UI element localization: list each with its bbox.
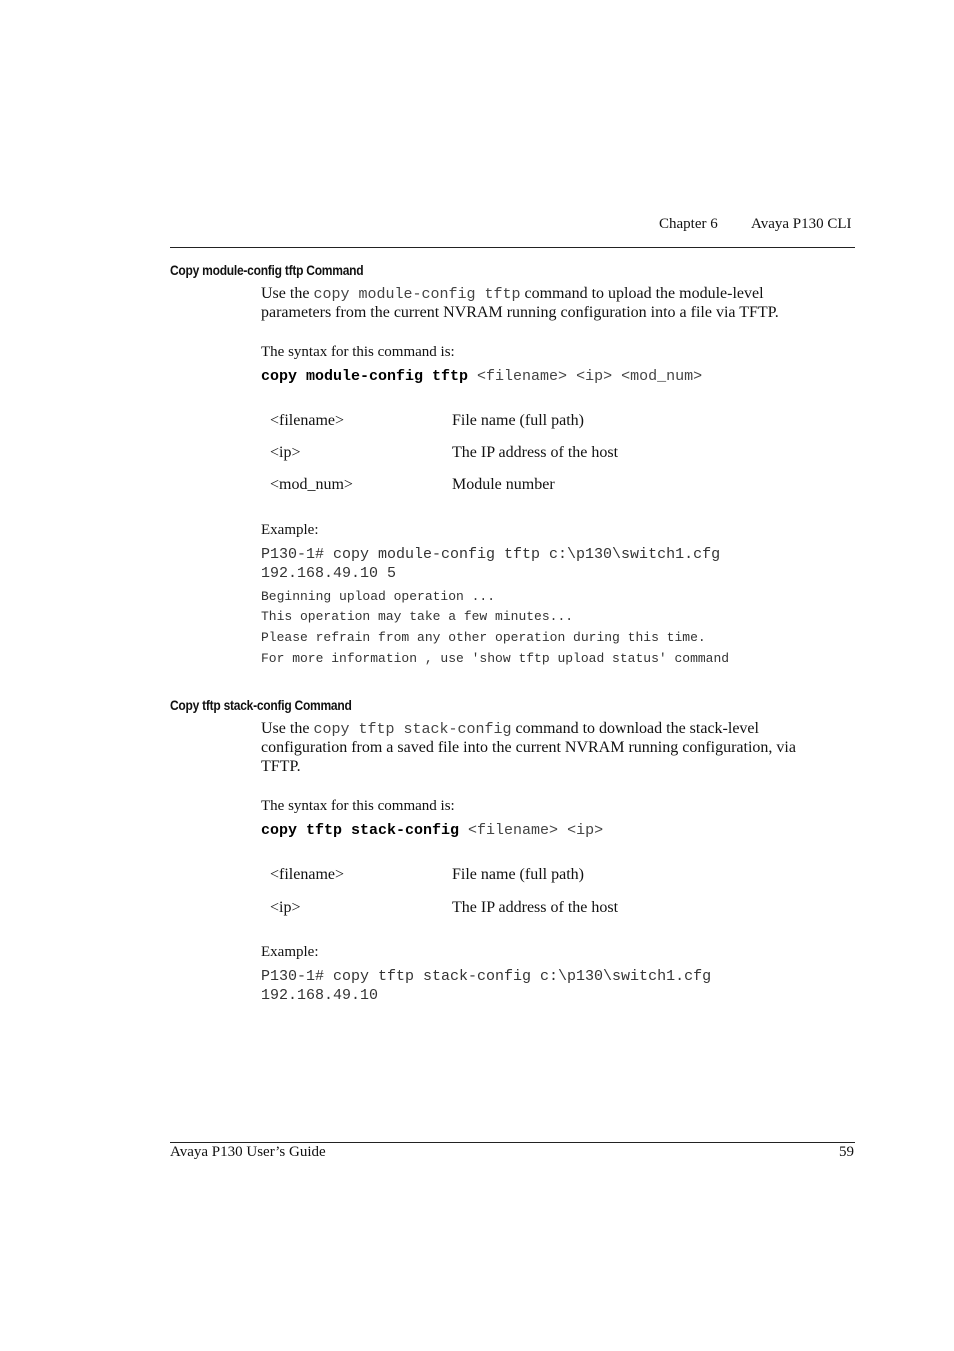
section2-intro-line1 (261, 720, 759, 738)
footer-guide-title: Avaya P130 User’s Guide (170, 1144, 326, 1160)
section2-param-name: <ip> (270, 899, 301, 916)
section2-example-cmd-line2: 192.168.49.10 (261, 987, 379, 1004)
section2-syntax (261, 822, 603, 839)
section1-output-line: For more information , use 'show tftp upload status' command (261, 651, 730, 666)
section2-param-desc: The IP address of the host (452, 899, 619, 916)
header-chapter: Chapter 6 (659, 216, 718, 232)
section1-example-cmd-line2: 192.168.49.10 5 (261, 565, 397, 582)
section2-example-cmd-line1: P130-1# copy tftp stack-config c:\p130\switch1.cfg (261, 968, 712, 985)
section1-intro-line1 (261, 285, 764, 303)
section1-example-cmd-line1: P130-1# copy module-config tftp c:\p130\switch1.cfg (261, 546, 721, 563)
section1-intro-code: copy module-config tftp (313, 286, 521, 303)
section2-intro-line3: TFTP. (261, 758, 301, 775)
section1-param-name: <mod_num> (270, 476, 353, 493)
section1-intro-post: command to upload the module-level (520, 285, 764, 302)
section1-param-desc: Module number (452, 476, 555, 493)
section1-param-name: <filename> (270, 412, 345, 429)
section2-syntax-label: The syntax for this command is: (261, 798, 455, 814)
section1-example-label: Example: (261, 522, 319, 538)
section1-intro-line2: parameters from the current NVRAM running configuration into a file via TFTP. (261, 304, 779, 321)
section2-intro-pre: Use the (261, 720, 314, 737)
section1-param-desc: The IP address of the host (452, 444, 619, 461)
section2-param-name: <filename> (270, 866, 345, 883)
section1-output-line: Beginning upload operation ... (261, 589, 496, 604)
section1-param-desc: File name (full path) (452, 412, 584, 429)
section2-example-label: Example: (261, 944, 319, 960)
section1-syntax-label: The syntax for this command is: (261, 344, 455, 360)
section2-intro-post: command to download the stack-level (511, 720, 759, 737)
section1-syntax (261, 368, 702, 385)
section2-intro-code: copy tftp stack-config (313, 721, 512, 738)
section1-heading: Copy module-config tftp Command (170, 262, 364, 278)
section1-syntax-args: <filename> <ip> <mod_num> (468, 368, 703, 385)
section1-syntax-cmd: copy module-config tftp (261, 368, 469, 385)
section2-param-desc: File name (full path) (452, 866, 584, 883)
section1-param-name: <ip> (270, 444, 301, 461)
section1-output-line: This operation may take a few minutes... (261, 609, 574, 624)
footer-rule (170, 1142, 855, 1143)
header-rule (170, 247, 855, 248)
header-title: Avaya P130 CLI (751, 216, 852, 232)
footer-page-number: 59 (839, 1144, 854, 1160)
section2-heading: Copy tftp stack-config Command (170, 697, 352, 713)
section2-intro-line2: configuration from a saved file into the current NVRAM running configuration, via (261, 739, 796, 756)
section1-output-line: Please refrain from any other operation during this time. (261, 630, 706, 645)
section2-syntax-cmd: copy tftp stack-config (261, 822, 460, 839)
section2-syntax-args: <filename> <ip> (459, 822, 604, 839)
section1-intro-pre: Use the (261, 285, 314, 302)
